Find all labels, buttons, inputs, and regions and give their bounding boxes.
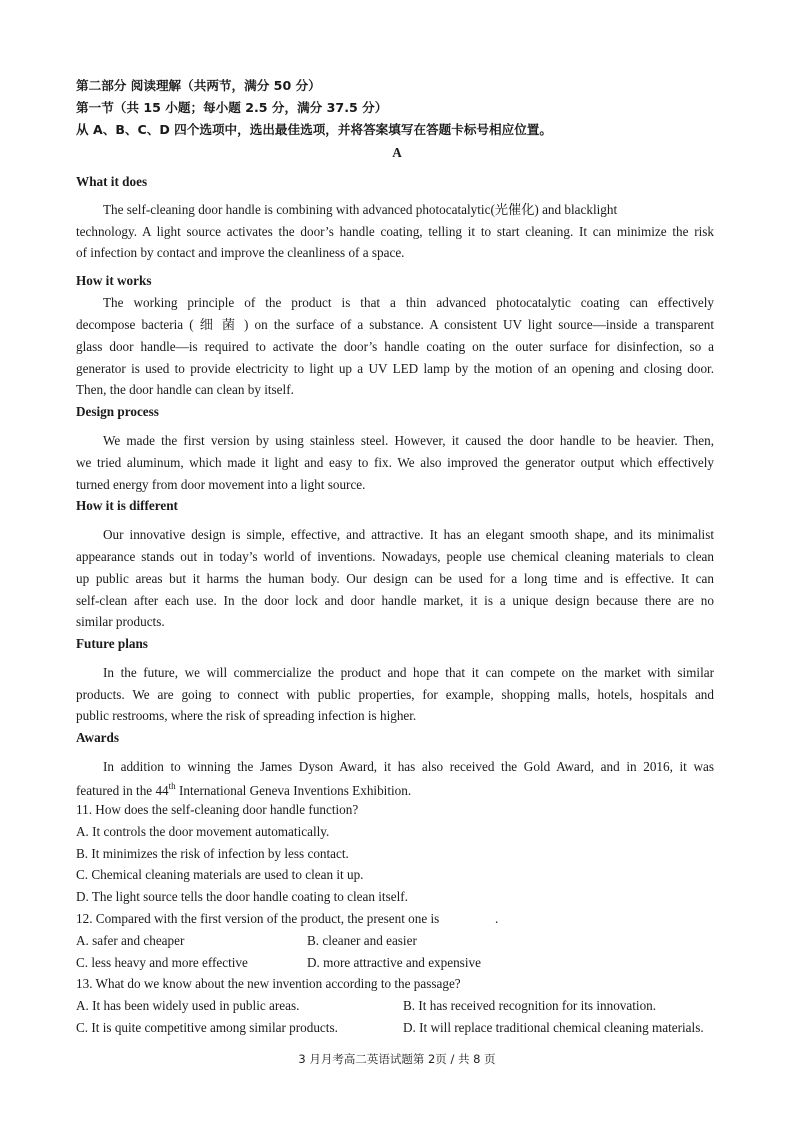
heading-design-process: Design process (76, 404, 159, 419)
paragraph-line: The self-cleaning door handle is combining with advanced photocatalytic(光催化) and blacklight (103, 202, 618, 217)
option-c: C. Chemical cleaning materials are used to clean it up. (76, 867, 364, 882)
instruction: 从 A、B、C、D 四个选项中，选出最佳选项，并将答案填写在答题卡标号相应位置。 (76, 122, 552, 137)
paragraph-line: turned energy from door movement into a light source. (76, 477, 366, 492)
page-footer: 3 月月考高二英语试题第 2页 / 共 8 页 (298, 1052, 496, 1066)
heading-how-it-is-different: How it is different (76, 498, 178, 513)
paragraph-line: In addition to winning the James Dyson Award, it has also received the Gold Award, and in 2016, it was (103, 759, 714, 774)
paragraph-line: Our innovative design is simple, effective, and attractive. It has an elegant smooth shape, and its minimalist (103, 527, 714, 542)
option-a: A. It controls the door movement automatically. (76, 824, 330, 839)
heading-how-it-works: How it works (76, 273, 152, 288)
paragraph-line: similar products. (76, 614, 165, 629)
paragraph-line: glass door handle—is required to activate the door’s handle coating on the outer surface for disinfection, so a (76, 339, 714, 354)
section-title: 第一节（共 15 小题；每小题 2.5 分，满分 37.5 分） (76, 100, 388, 115)
passage-label: A (392, 145, 402, 160)
question-stem: 12. Compared with the first version of the product, the present one is (76, 911, 440, 926)
blank-end: . (495, 911, 499, 926)
question-stem: 11. How does the self-cleaning door handle function? (76, 802, 359, 817)
paragraph-line: decompose bacteria ( 细 菌 ) on the surface of a substance. A consistent UV light source—inside a transparent (76, 317, 714, 332)
paragraph-line: Then, the door handle can clean by itself. (76, 382, 294, 397)
option-a: A. It has been widely used in public areas. (76, 998, 300, 1013)
paragraph-line: In the future, we will commercialize the product and hope that it can compete on the market with similar (103, 665, 714, 680)
awards-text-post: International Geneva Inventions Exhibition. (175, 783, 412, 798)
heading-what-it-does: What it does (76, 174, 148, 189)
option-b: B. It has received recognition for its innovation. (403, 998, 657, 1013)
option-b: B. It minimizes the risk of infection by less contact. (76, 846, 349, 861)
option-a: A. safer and cheaper (76, 933, 185, 948)
paragraph-line: public restrooms, where the risk of spreading infection is higher. (76, 708, 417, 723)
option-b: B. cleaner and easier (307, 933, 417, 948)
paragraph-line: We made the first version by using stainless steel. However, it caused the door handle to be heavier. Then, (103, 433, 714, 448)
paragraph-line (76, 783, 714, 799)
heading-future-plans: Future plans (76, 636, 148, 651)
option-c: C. less heavy and more effective (76, 955, 248, 970)
option-c: C. It is quite competitive among similar products. (76, 1020, 338, 1035)
option-d: D. It will replace traditional chemical cleaning materials. (403, 1020, 704, 1035)
paragraph-line: technology. A light source activates the door’s handle coating, telling it to start cleaning. It can minimize the risk (76, 224, 714, 239)
paragraph-line: self-clean after each use. In the door lock and door handle market, it is a unique design because there are no (76, 593, 714, 608)
ordinal-suffix: th (168, 781, 176, 791)
paragraph-line: appearance stands out in today’s world of inventions. Nowadays, people use chemical cleaning materials to clean (76, 549, 714, 564)
paragraph-line: generator is used to provide electricity to light up a UV LED lamp by the motion of an opening and closing door. (76, 361, 714, 376)
paragraph-line: up public areas but it harms the human body. Our design can be used for a long time and is effective. It can (76, 571, 714, 586)
paragraph-line: we tried aluminum, which made it light and easy to fix. We also improved the generator output which effectively (76, 455, 714, 470)
paragraph-line: The working principle of the product is that a thin advanced photocatalytic coating can effectively (103, 295, 714, 310)
option-d: D. The light source tells the door handle coating to clean itself. (76, 889, 408, 904)
paragraph-line: of infection by contact and improve the cleanliness of a space. (76, 245, 405, 260)
heading-awards: Awards (76, 730, 119, 745)
awards-text-pre: featured in the 44 (76, 783, 169, 798)
part-title: 第二部分 阅读理解（共两节，满分 50 分） (76, 78, 321, 93)
paragraph-line: products. We are going to connect with public properties, for example, shopping malls, hotels, hospitals and (76, 687, 714, 702)
option-d: D. more attractive and expensive (307, 955, 481, 970)
question-stem: 13. What do we know about the new invention according to the passage? (76, 976, 461, 991)
